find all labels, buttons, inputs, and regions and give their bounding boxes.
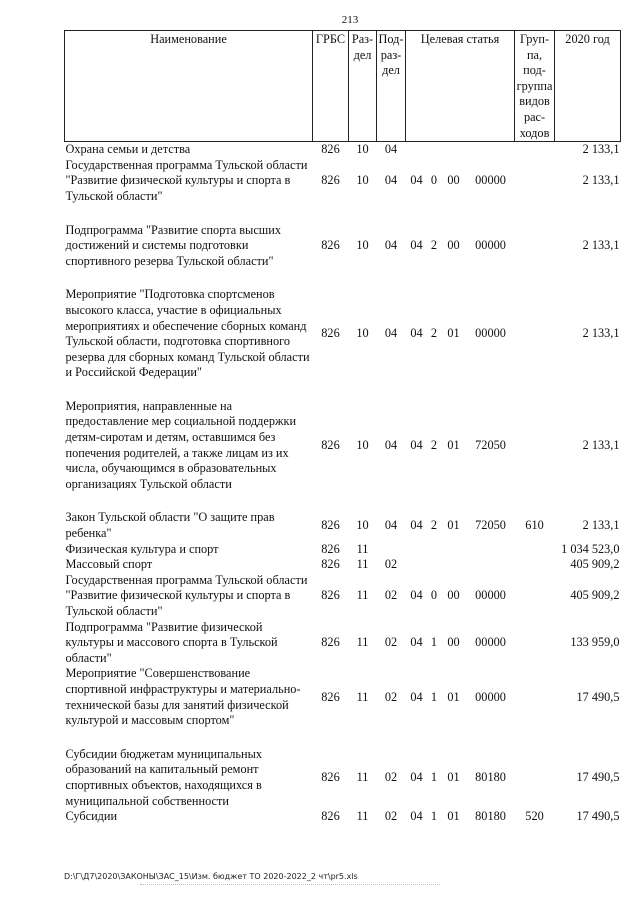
row-spacer [65,205,621,223]
row-podrazdel: 04 [384,142,398,157]
row-podrazdel: 04 [384,437,398,452]
row-group [515,158,555,205]
row-target-subprogram: 2 [430,518,438,533]
header-razdel: Раз-дел [349,31,377,142]
row-spacer-cell [65,205,621,223]
row-target-event: 00 [447,588,460,603]
row-group [515,666,555,728]
row-target-direction: 00000 [475,326,506,341]
row-target-program: 04 [410,689,423,704]
row-target-event: 00 [447,635,460,650]
table-row [65,158,621,205]
row-target-program: 04 [410,173,423,188]
row-name: Подпрограмма "Развитие спорта высших достижений и системы подготовки спортивного резерва Тульской области" [65,222,281,268]
row-razdel: 10 [356,142,369,157]
row-target-subprogram: 2 [430,238,438,253]
header-grbs: ГРБС [313,31,349,142]
row-group: 520 [525,809,544,824]
row-amount: 2 133,1 [582,238,620,253]
row-razdel: 10 [356,518,369,533]
table-row [65,573,621,620]
file-path-footer: D:\Г\Д7\2020\ЗАКОНЫ\ЗАС_15\Изм. бюджет ТО 2020-2022_2 чт\pr5.xls [64,872,358,881]
table-row [65,557,621,573]
row-grbs: 826 [321,437,340,452]
row-group [515,542,555,558]
row-group [515,557,555,573]
row-spacer [65,269,621,287]
row-target-program [406,142,428,158]
row-razdel: 10 [356,173,369,188]
row-spacer [65,381,621,399]
row-razdel: 10 [356,326,369,341]
row-target-subprogram [428,557,441,573]
table-body [65,142,621,825]
row-grbs: 826 [321,588,340,603]
row-razdel: 11 [356,541,369,556]
row-podrazdel: 04 [384,326,398,341]
header-row [65,31,621,142]
header-podrazdel: Под-раз-дел [377,31,406,142]
row-target-program: 04 [410,326,423,341]
table-row [65,666,621,728]
row-podrazdel: 02 [384,770,398,785]
row-spacer [65,492,621,510]
row-name: Государственная программа Тульской области "Развитие физической культуры и спорта в Тульской области" [65,157,308,203]
row-name: Подпрограмма "Развитие физической культуры и массового спорта в Тульской области" [65,619,278,665]
row-target-direction: 72050 [475,437,506,452]
row-podrazdel: 02 [384,809,398,824]
row-podrazdel: 04 [384,518,398,533]
table-row [65,542,621,558]
row-podrazdel: 04 [384,173,398,188]
row-name: Мероприятие "Совершенствование спортивной инфраструктуры и материально-технической базы для занятий физической культурой и массовым спортом" [65,666,301,728]
row-amount: 1 034 523,0 [561,541,620,556]
row-grbs: 826 [321,635,340,650]
row-target-event [441,557,467,573]
row-group [515,747,555,809]
table-row [65,510,621,541]
row-grbs: 826 [321,557,340,572]
row-target-direction: 80180 [475,809,506,824]
table-row [65,399,621,493]
row-podrazdel [377,542,406,558]
header-group: Груп-па, под-группа видов рас-ходов [515,31,555,142]
row-target-program [406,542,428,558]
row-target-event: 01 [447,689,460,704]
page-number: 213 [341,14,359,26]
row-grbs: 826 [321,770,340,785]
table-row [65,809,621,825]
row-target-event: 01 [447,437,460,452]
row-target-subprogram: 1 [430,689,438,704]
row-amount: 405 909,2 [570,588,620,603]
row-name: Государственная программа Тульской области "Развитие физической культуры и спорта в Тульской области" [65,572,308,618]
table-row [65,223,621,270]
row-target-event: 00 [447,173,460,188]
row-target-program: 04 [410,437,423,452]
row-razdel: 11 [356,689,369,704]
row-amount: 2 133,1 [582,326,620,341]
row-target-event: 01 [447,770,460,785]
header-name: Наименование [65,31,313,142]
row-target-program: 04 [410,518,423,533]
row-target-subprogram [428,142,441,158]
row-name: Субсидии [65,809,118,824]
table-row [65,620,621,667]
row-target-subprogram: 2 [430,326,438,341]
row-amount: 17 490,5 [576,770,620,785]
row-grbs: 826 [321,689,340,704]
row-target-program: 04 [410,588,423,603]
row-target-direction: 72050 [475,518,506,533]
row-razdel: 10 [356,238,369,253]
row-podrazdel: 02 [384,635,398,650]
row-amount: 17 490,5 [576,809,620,824]
row-podrazdel: 02 [384,557,398,572]
row-target-program: 04 [410,809,423,824]
row-spacer [65,729,621,747]
row-target-subprogram: 0 [430,588,438,603]
row-amount: 17 490,5 [576,689,620,704]
row-target-event: 00 [447,238,460,253]
row-target-subprogram: 1 [430,809,438,824]
row-grbs: 826 [321,541,340,556]
row-group [515,142,555,158]
row-group: 610 [525,518,544,533]
header-target: Целевая статья [406,31,515,142]
row-amount: 2 133,1 [582,142,620,157]
row-name: Охрана семьи и детства [65,142,191,157]
row-grbs: 826 [321,518,340,533]
row-target-direction [467,542,515,558]
row-spacer-cell [65,492,621,510]
row-target-event [441,542,467,558]
row-spacer-cell [65,269,621,287]
row-name: Физическая культура и спорт [65,541,219,556]
row-podrazdel: 02 [384,689,398,704]
row-amount: 133 959,0 [570,635,620,650]
budget-table [64,30,621,825]
row-target-direction: 00000 [475,588,506,603]
row-target-direction: 00000 [475,238,506,253]
row-target-event: 01 [447,809,460,824]
row-razdel: 11 [356,809,369,824]
row-group [515,223,555,270]
table-row [65,747,621,809]
row-razdel: 11 [356,588,369,603]
row-target-direction [467,557,515,573]
row-target-direction: 00000 [475,173,506,188]
row-amount: 2 133,1 [582,173,620,188]
row-target-program: 04 [410,238,423,253]
row-target-subprogram [428,542,441,558]
row-target-direction: 80180 [475,770,506,785]
row-razdel: 11 [356,770,369,785]
row-grbs: 826 [321,173,340,188]
row-target-subprogram: 0 [430,173,438,188]
row-target-direction: 00000 [475,689,506,704]
row-target-event [441,142,467,158]
row-razdel: 11 [356,635,369,650]
row-target-event: 01 [447,326,460,341]
row-name: Массовый спорт [65,557,153,572]
row-grbs: 826 [321,142,340,157]
row-name: Субсидии бюджетам муниципальных образований на капитальный ремонт спортивных объектов, находящихся в муниципальной собственности [65,746,263,808]
row-spacer-cell [65,381,621,399]
row-target-subprogram: 2 [430,437,438,452]
row-target-subprogram: 1 [430,770,438,785]
row-razdel: 10 [356,437,369,452]
row-target-direction: 00000 [475,635,506,650]
row-target-event: 01 [447,518,460,533]
row-target-program: 04 [410,770,423,785]
row-group [515,620,555,667]
row-grbs: 826 [321,326,340,341]
row-name: Мероприятие "Подготовка спортсменов высокого класса, участие в официальных мероприятиях и обеспечение сборных команд Тульской области, подготовка спортивного резерва для сборных команд Тульской области и Российской Федерации" [65,287,310,380]
row-target-program [406,557,428,573]
header-year: 2020 год [555,31,621,142]
row-podrazdel: 02 [384,588,398,603]
table-row [65,287,621,381]
row-group [515,573,555,620]
row-name: Закон Тульской области "О защите прав ребенка" [65,510,275,541]
row-target-subprogram: 1 [430,635,438,650]
table-row [65,142,621,158]
row-amount: 2 133,1 [582,437,620,452]
row-group [515,287,555,381]
scan-artifact [140,882,440,885]
row-podrazdel: 04 [384,238,398,253]
row-spacer-cell [65,729,621,747]
row-group [515,399,555,493]
row-razdel: 11 [356,557,369,572]
row-name: Мероприятия, направленные на предоставление мер социальной поддержки детям-сиротам и детям, оставшимся без попечения родителей, а также лицам из их числа, обучающимся в образовательных организациях Тульской области [65,398,297,491]
row-grbs: 826 [321,809,340,824]
row-target-direction [467,142,515,158]
row-target-program: 04 [410,635,423,650]
row-amount: 2 133,1 [582,518,620,533]
row-amount: 405 909,2 [570,557,620,572]
row-grbs: 826 [321,238,340,253]
